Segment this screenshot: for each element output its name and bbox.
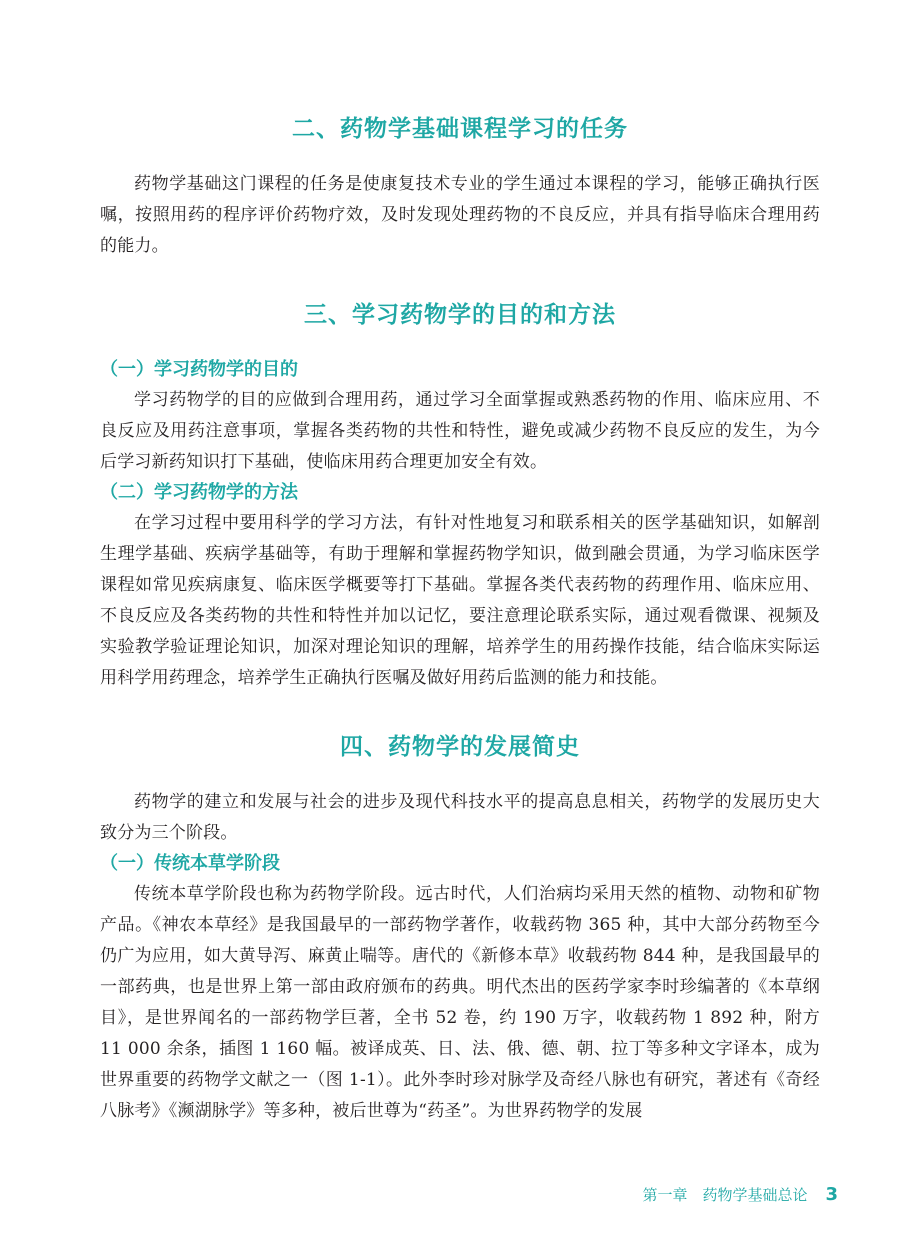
paragraph-traditional-stage: 传统本草学阶段也称为药物学阶段。远古时代，人们治病均采用天然的植物、动物和矿物产品。《神农本草经》是我国最早的一部药物学著作，收载药物 365 种，其中大部分药物至今仍广为应用，如大黄导泻、麻黄止喘等。唐代的《新修本草》收载药物 844 种，是我国最早的一部药典，也是世界上第一部由政府颁布的药典。明代杰出的医药学家李时珍编著的《本草纲目》，是世界闻名的一部药物学巨著，全书 52 卷，约 190 万字，收载药物 1 892 种，附方 11 000 余条，插图 1 160 幅。被译成英、日、法、俄、德、朝、拉丁等多种文字译本，成为世界重要的药物学文献之一（图 1-1）。此外李时珍对脉学及奇经八脉也有研究，著述有《奇经八脉考》《濒湖脉学》等多种，被后世尊为“药圣”。为世界药物学的发展 — [100, 884, 820, 1121]
section-heading-purpose-methods: 三、学习药物学的目的和方法 — [304, 302, 616, 328]
page-footer — [642, 1184, 838, 1205]
paragraph-tasks: 药物学基础这门课程的任务是使康复技术专业的学生通过本课程的学习，能够正确执行医嘱，按照用药的程序评价药物疗效，及时发现处理药物的不良反应，并具有指导临床合理用药的能力。 — [100, 174, 820, 256]
paragraph-purpose: 学习药物学的目的应做到合理用药，通过学习全面掌握或熟悉药物的作用、临床应用、不良反应及用药注意事项，掌握各类药物的共性和特性，避免或减少药物不良反应的发生，为今后学习新药知识打下基础，使临床用药合理更加安全有效。 — [100, 390, 820, 472]
page-number: 3 — [825, 1184, 838, 1205]
subheading-methods: （二）学习药物学的方法 — [100, 482, 298, 503]
section-heading-tasks: 二、药物学基础课程学习的任务 — [292, 116, 628, 142]
chapter-title: 第一章 药物学基础总论 — [642, 1186, 808, 1204]
subheading-traditional-stage: （一）传统本草学阶段 — [100, 853, 280, 874]
subheading-purpose: （一）学习药物学的目的 — [100, 359, 298, 380]
section-heading-history: 四、药物学的发展简史 — [340, 734, 580, 760]
page-content — [100, 110, 820, 1127]
paragraph-methods: 在学习过程中要用科学的学习方法，有针对性地复习和联系相关的医学基础知识，如解剖生理学基础、疾病学基础等，有助于理解和掌握药物学知识，做到融会贯通，为学习临床医学课程如常见疾病康复、临床医学概要等打下基础。掌握各类代表药物的药理作用、临床应用、不良反应及各类药物的共性和特性并加以记忆，要注意理论联系实际，通过观看微课、视频及实验教学验证理论知识，加深对理论知识的理解，培养学生的用药操作技能，结合临床实际运用科学用药理念，培养学生正确执行医嘱及做好用药后监测的能力和技能。 — [100, 513, 820, 688]
paragraph-history-intro: 药物学的建立和发展与社会的进步及现代科技水平的提高息息相关，药物学的发展历史大致分为三个阶段。 — [100, 792, 820, 843]
